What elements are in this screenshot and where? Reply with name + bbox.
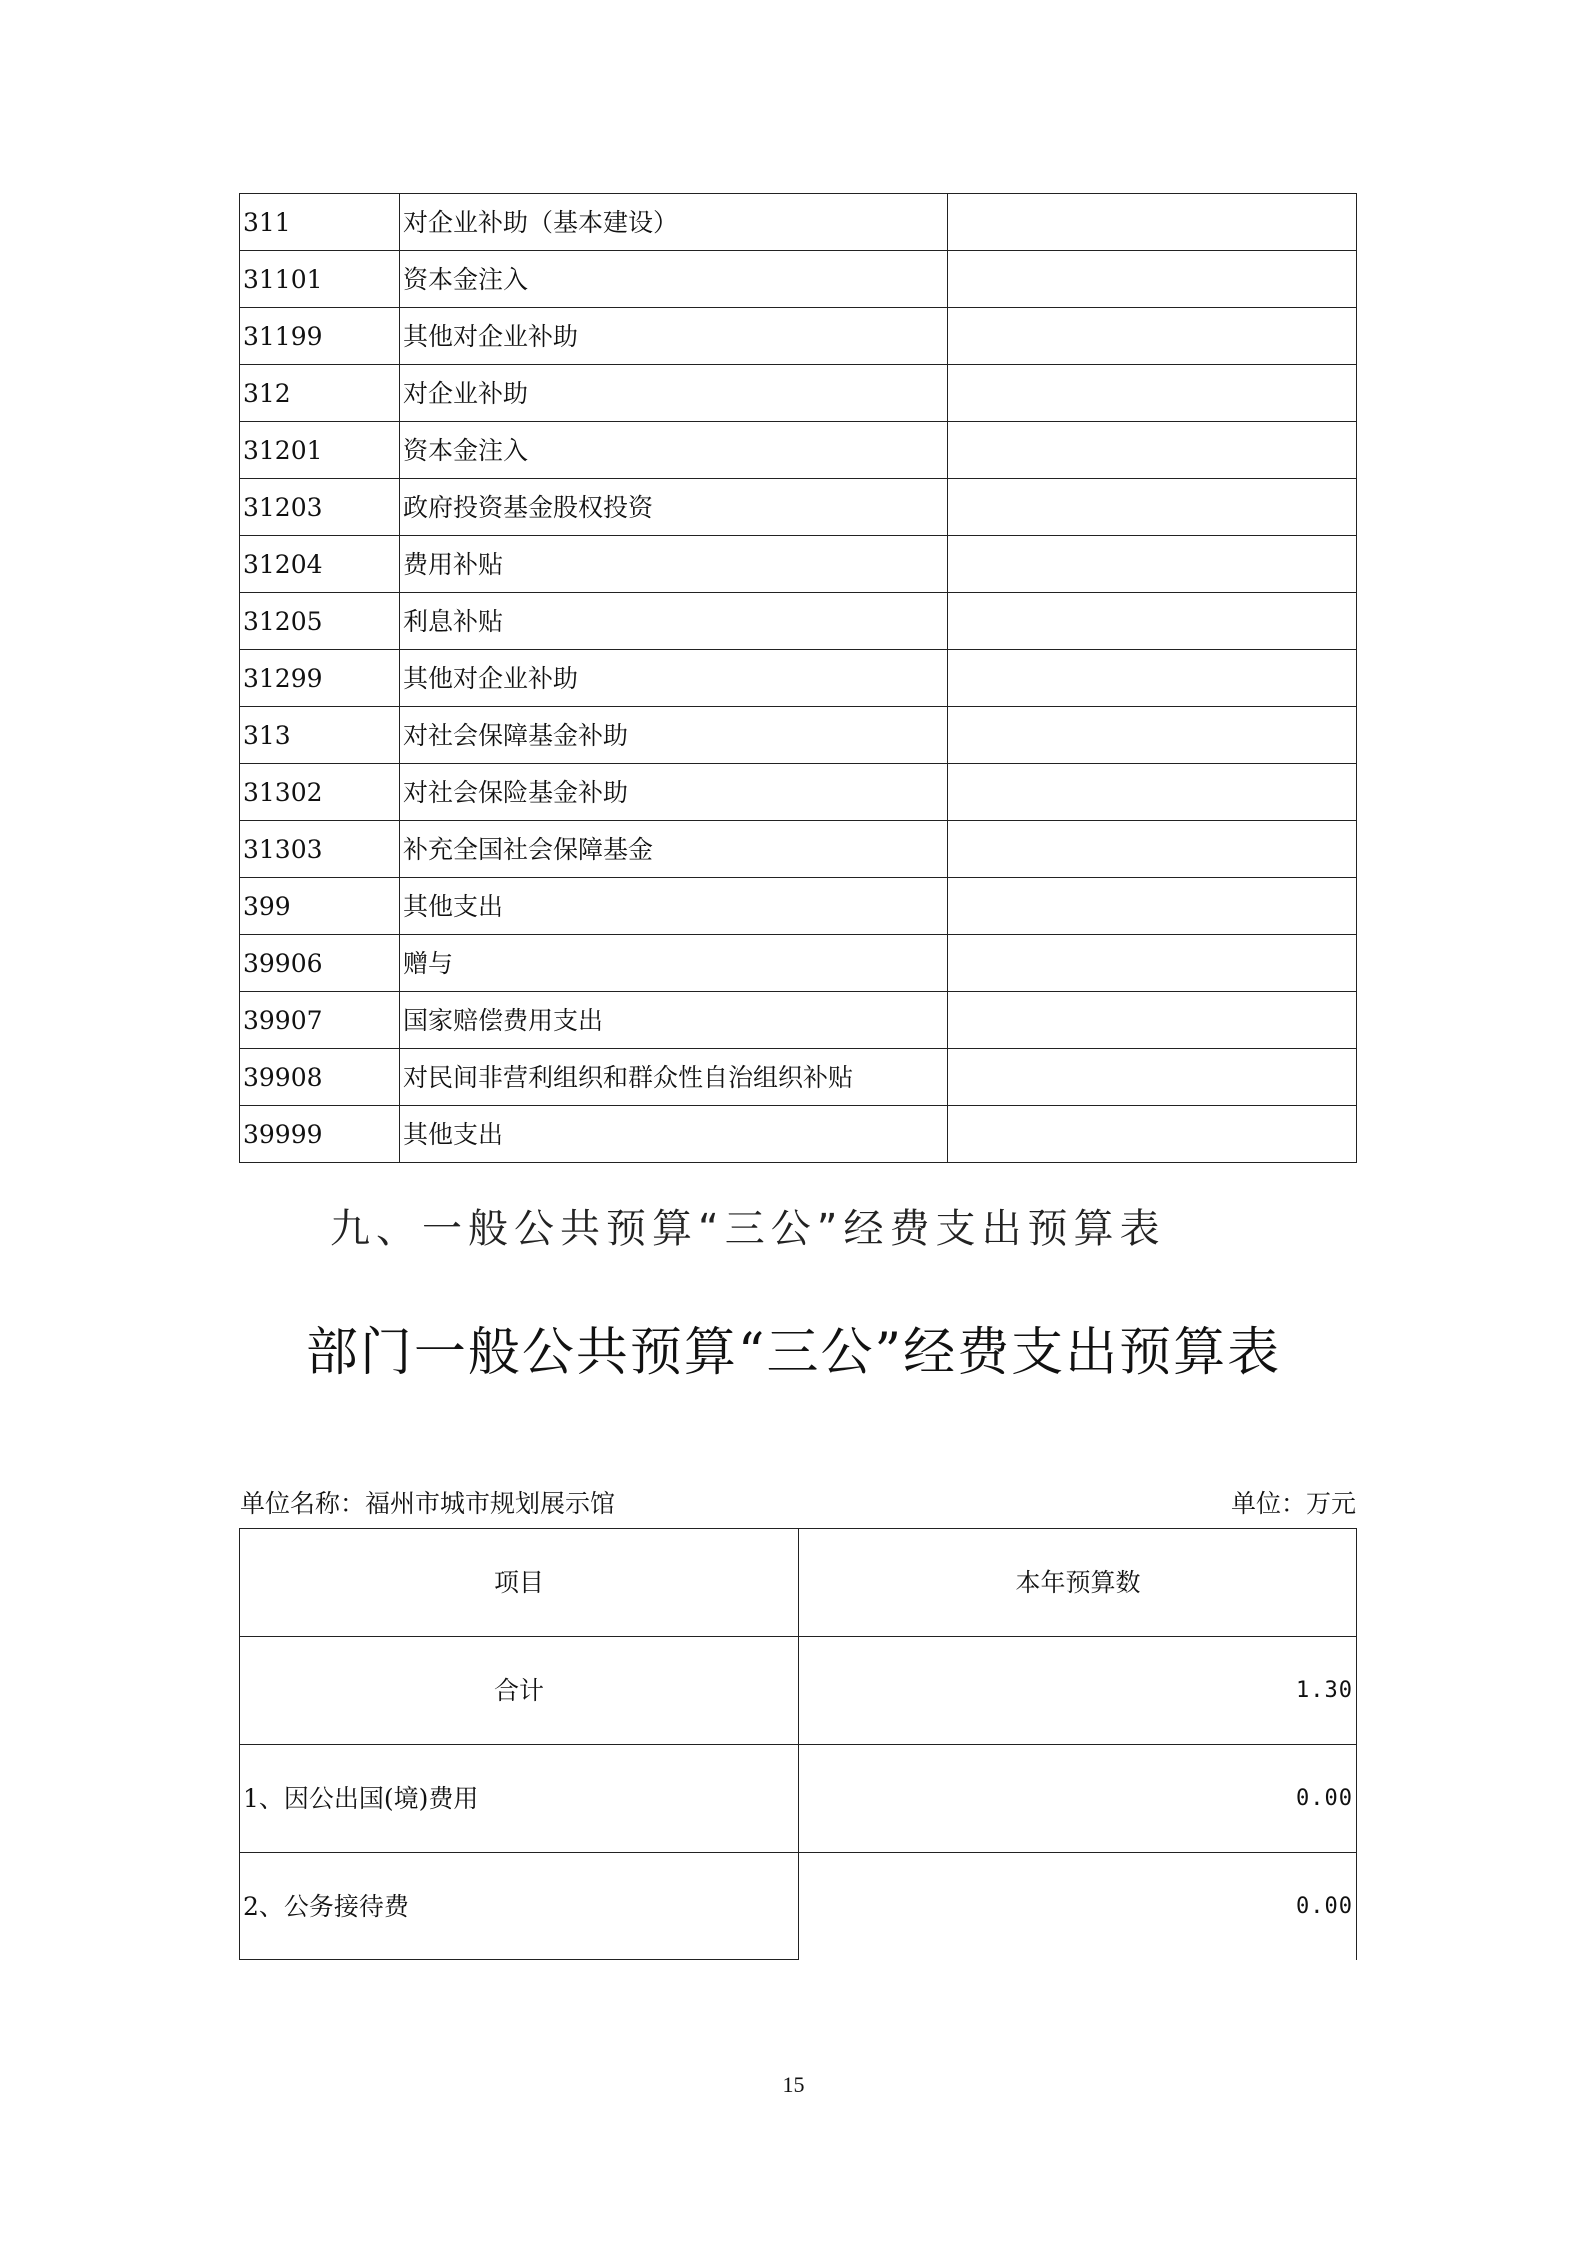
- row-amount: [948, 308, 1357, 365]
- table-border-bottom: [239, 1959, 799, 1960]
- row-amount: [948, 194, 1357, 251]
- row-amount: [948, 650, 1357, 707]
- row-code: 39908: [240, 1049, 400, 1106]
- table-row: [240, 479, 1357, 536]
- row-code: 31303: [240, 821, 400, 878]
- unit-row: [240, 1484, 1356, 1524]
- unit-label: 单位：万元: [1230, 1489, 1356, 1518]
- table-row: [240, 251, 1357, 308]
- row-name: 对社会保险基金补助: [400, 764, 948, 821]
- page-number: 15: [782, 2072, 805, 2097]
- row-code: 31299: [240, 650, 400, 707]
- row-name: 其他对企业补助: [400, 650, 948, 707]
- row-code: 31203: [240, 479, 400, 536]
- table-row: [240, 707, 1357, 764]
- table-row: [240, 194, 1357, 251]
- row-code: 31205: [240, 593, 400, 650]
- total-value: 1.30: [1296, 1678, 1353, 1703]
- table-row: [240, 308, 1357, 365]
- row-amount: [948, 707, 1357, 764]
- row-name: 利息补贴: [400, 593, 948, 650]
- row-official-reception-value: 0.00: [1296, 1894, 1353, 1919]
- header-item: 项目: [493, 1568, 544, 1597]
- table-row: [240, 593, 1357, 650]
- row-amount: [948, 764, 1357, 821]
- row-name: 补充全国社会保障基金: [400, 821, 948, 878]
- table-row: [240, 536, 1357, 593]
- table-row: [240, 1106, 1357, 1163]
- row-code: 31199: [240, 308, 400, 365]
- row-amount: [948, 1049, 1357, 1106]
- row-amount: [948, 251, 1357, 308]
- row-code: 399: [240, 878, 400, 935]
- row-amount: [948, 422, 1357, 479]
- total-label: 合计: [493, 1676, 544, 1705]
- header-amount: 本年预算数: [1015, 1568, 1141, 1597]
- row-code: 39999: [240, 1106, 400, 1163]
- row-code: 39907: [240, 992, 400, 1049]
- unit-name: 单位名称：福州市城市规划展示馆: [240, 1489, 616, 1518]
- row-name: 费用补贴: [400, 536, 948, 593]
- row-code: 31201: [240, 422, 400, 479]
- row-code: 31101: [240, 251, 400, 308]
- table-row: [240, 935, 1357, 992]
- three-public-expenditure-table: [239, 1528, 1357, 1960]
- row-name: 资本金注入: [400, 251, 948, 308]
- report-title: 部门一般公共预算“三公”经费支出预算表: [305, 1323, 1282, 1383]
- row-name: 资本金注入: [400, 422, 948, 479]
- row-name: 其他支出: [400, 878, 948, 935]
- row-amount: [948, 992, 1357, 1049]
- row-amount: [948, 935, 1357, 992]
- row-name: 赠与: [400, 935, 948, 992]
- row-name: 对企业补助: [400, 365, 948, 422]
- row-official-reception-label: 2、公务接待费: [243, 1892, 409, 1921]
- table-row: [240, 821, 1357, 878]
- row-name: 对社会保障基金补助: [400, 707, 948, 764]
- row-amount: [948, 821, 1357, 878]
- table-row: [240, 1049, 1357, 1106]
- row-code: 31302: [240, 764, 400, 821]
- row-code: 312: [240, 365, 400, 422]
- section-heading: 九、一般公共预算“三公”经费支出预算表: [330, 1206, 1166, 1252]
- row-name: 其他对企业补助: [400, 308, 948, 365]
- row-code: 313: [240, 707, 400, 764]
- row-amount: [948, 536, 1357, 593]
- row-amount: [948, 1106, 1357, 1163]
- row-amount: [948, 878, 1357, 935]
- row-overseas-travel-label: 1、因公出国(境)费用: [243, 1784, 479, 1813]
- row-amount: [948, 593, 1357, 650]
- row-amount: [948, 479, 1357, 536]
- table-row: [240, 365, 1357, 422]
- row-code: 311: [240, 194, 400, 251]
- table-row: [240, 650, 1357, 707]
- row-overseas-travel-value: 0.00: [1296, 1786, 1353, 1811]
- table-row: [240, 992, 1357, 1049]
- row-name: 对企业补助（基本建设）: [400, 194, 948, 251]
- row-amount: [948, 365, 1357, 422]
- economic-table-body: [240, 194, 1357, 1163]
- table-row: [240, 764, 1357, 821]
- row-code: 31204: [240, 536, 400, 593]
- row-name: 政府投资基金股权投资: [400, 479, 948, 536]
- table-row: [240, 878, 1357, 935]
- row-name: 国家赔偿费用支出: [400, 992, 948, 1049]
- row-name: 对民间非营利组织和群众性自治组织补贴: [400, 1049, 948, 1106]
- economic-classification-table: [239, 193, 1357, 1163]
- table-row: [240, 422, 1357, 479]
- row-name: 其他支出: [400, 1106, 948, 1163]
- row-code: 39906: [240, 935, 400, 992]
